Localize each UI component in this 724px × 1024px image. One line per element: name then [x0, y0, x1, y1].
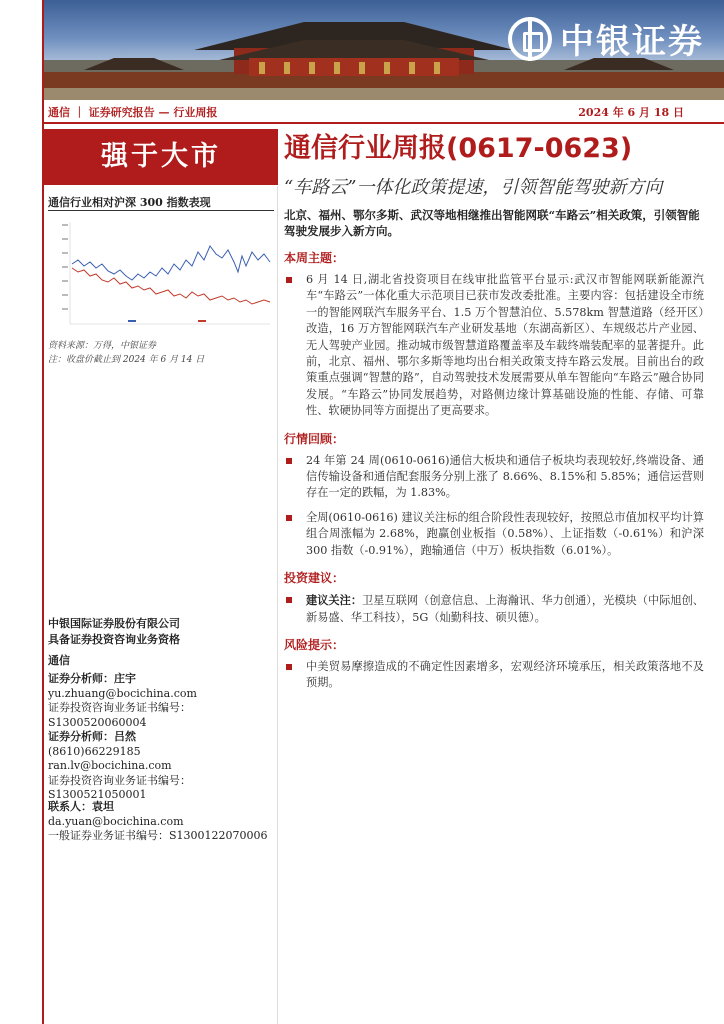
bullet-text: 6 月 14 日,湖北省投资项目在线审批监管平台显示:武汉市智能网联新能源汽车“车路云”一体化重大示范项目已获市发改委批准。主要内容：包括建设全市统一的智能网联汽车服务平台、1.5 万个智慧泊位、5.578km 智慧道路（经开区）改造，16 万方智能网联汽车产业研发基地（东湖高新区）、车规级芯片产业园、无人驾驶产业园。推动城市级智慧道路覆盖率及车载终端装配率的显著提升。此前，北京、福州、鄂尔多斯等地均出台相关政策支持车路云发展。目前出台的政策重点强调“智慧的路”，自动驾驶技术发展需要从单车智能向“车路云”融合协同发展。“车路云”协同发展趋势，对路侧边缘计算基础设施的性能、存储、可靠性、软硬协同等方面提出了更高要求。: [306, 273, 704, 418]
company-info: [48, 616, 180, 648]
report-subtitle: “车路云”一体化政策提速，引领智能驾驶新方向: [284, 177, 663, 198]
contact-email[interactable]: da.yuan@bocichina.com: [48, 814, 184, 828]
bullet-label: 建议关注：: [306, 593, 363, 608]
bullet-item: [284, 592, 704, 626]
analyst-block-1: [48, 672, 277, 730]
relative-performance-chart: [48, 216, 274, 334]
analyst-email[interactable]: ran.lv@bocichina.com: [48, 759, 172, 772]
analyst-cert: 证券投资咨询业务证书编号：S1300521050001: [48, 773, 191, 801]
bullet-square-icon: [286, 277, 292, 283]
chart-title: 通信行业相对沪深 300 指数表现: [48, 196, 211, 209]
brand-logo: [508, 14, 704, 63]
analyst-block-2: [48, 730, 277, 803]
report-title: 通信行业周报(0617-0623): [284, 133, 633, 164]
left-sidebar: [44, 186, 278, 1024]
bullet-text: 24 年第 24 周(0610-0616)通信大板块和通信子板块均表现较好,终端设备、通信传输设备和通信配套服务分别上涨了 8.66%、8.15%和 5.85%；通信运营则存在一定的跌幅，为 1.83%。: [306, 453, 704, 500]
bullet-square-icon: [286, 597, 292, 603]
chart-series-sw-comm: [72, 246, 270, 280]
chart-legend-swatch-2: [198, 320, 206, 322]
section-heading-market: 行情回顾：: [284, 431, 345, 446]
report-date: 2024 年 6 月 18 日: [578, 106, 684, 119]
contact-block: [48, 800, 268, 844]
contact-cert: 一般证券业务证书编号：S1300122070006: [48, 829, 268, 842]
rating-badge: 强于大市: [44, 129, 278, 185]
chart-series-hs300: [72, 268, 270, 304]
report-topbar: [44, 100, 724, 124]
bullet-text: 卫星互联网（创意信息、上海瀚讯、华力创通），光模块（中际旭创、新易盛、华工科技），5G（灿勤科技、硕贝德）。: [306, 594, 704, 624]
header-banner: [44, 0, 724, 100]
chart-source: 资料来源：万得，中银证券: [48, 341, 157, 351]
bullet-square-icon: [286, 458, 292, 464]
contact-name: 联系人：袁坦: [48, 800, 114, 813]
bullet-text: 全周(0610-0616) 建议关注标的组合阶段性表现较好，按照总市值加权平均计算组合周涨幅为 2.68%，跑赢创业板指（0.58%）、上证指数（-0.61%）和沪深 300 指数（-0.91%），跑输通信（中万）板块指数（6.01%）。: [306, 510, 704, 557]
analyst-name: 证券分析师：庄宇: [48, 672, 136, 685]
company-qualification: 具备证券投资咨询业务资格: [48, 633, 180, 646]
chart-y-ticks: [62, 224, 68, 310]
bullet-item: [284, 510, 704, 559]
bullet-item: [284, 453, 704, 502]
bullet-square-icon: [286, 664, 292, 670]
chart-title-rule: [48, 210, 274, 211]
bullet-text: 中美贸易摩擦造成的不确定性因素增多，宏观经济环境承压，相关政策落地不及预期。: [306, 659, 704, 690]
section-heading-advice: 投资建议：: [284, 571, 345, 586]
main-content: [284, 129, 704, 700]
breadcrumb: 通信 ｜ 证券研究报告 — 行业周报: [48, 106, 218, 119]
company-name: 中银国际证券股份有限公司: [48, 617, 180, 630]
chart-note: 注：收盘价截止到 2024 年 6 月 14 日: [48, 355, 205, 365]
boc-logo-icon: [508, 17, 552, 61]
analyst-email[interactable]: yu.zhuang@bocichina.com: [48, 686, 197, 700]
chart-axes: [70, 222, 270, 324]
analyst-phone: (8610)66229185: [48, 744, 141, 758]
bullet-item: [284, 659, 704, 692]
report-lead: 北京、福州、鄂尔多斯、武汉等地相继推出智能网联“车路云”相关政策，引领智能驾驶发展步入新方向。: [284, 208, 700, 238]
brand-logo-text: 中银证券: [560, 22, 704, 62]
bullet-square-icon: [286, 515, 292, 521]
analyst-cert: 证券投资咨询业务证书编号：S1300520060004: [48, 701, 191, 729]
section-heading-theme: 本周主题：: [284, 251, 345, 265]
industry-label: 通信: [48, 654, 70, 667]
section-heading-risk: 风险提示：: [284, 637, 345, 652]
bullet-item: [284, 272, 704, 420]
analyst-name: 证券分析师：吕然: [48, 730, 136, 743]
chart-legend-swatch-1: [128, 320, 136, 322]
